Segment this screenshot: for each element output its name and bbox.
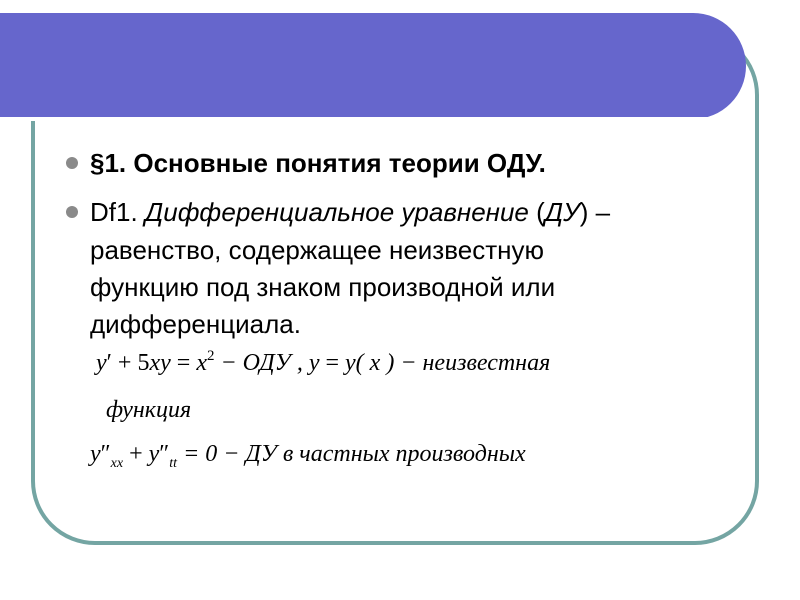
ode-example-formula: $y' + 5xy = x^2$ − ОДУ , y = y( x ) − неизвестная (96, 348, 551, 376)
definition-line-4: дифференциала. (90, 309, 301, 339)
definition-abbr: ДУ (544, 197, 580, 227)
definition-line-3: функцию под знаком производной или (90, 272, 556, 302)
bullet-marker (66, 206, 78, 218)
open-paren: ( (528, 197, 545, 227)
title-band (0, 13, 746, 119)
close-paren: ) – (579, 197, 611, 227)
definition-term: Дифференциальное уравнение (144, 197, 529, 227)
ode-example-formula-continuation: функция (106, 397, 192, 423)
definition-line-1 (90, 193, 740, 231)
section-heading: §1. Основные понятия теории ОДУ. (90, 148, 546, 178)
title-underline (0, 117, 708, 121)
bullet-marker (66, 157, 78, 169)
definition-prefix: Df1. (90, 197, 145, 227)
definition-line-2: равенство, содержащее неизвестную (90, 235, 544, 265)
pde-example-formula: $y''_{xx} + y''_{tt} = 0$ − ДУ в частных производных (90, 441, 526, 471)
